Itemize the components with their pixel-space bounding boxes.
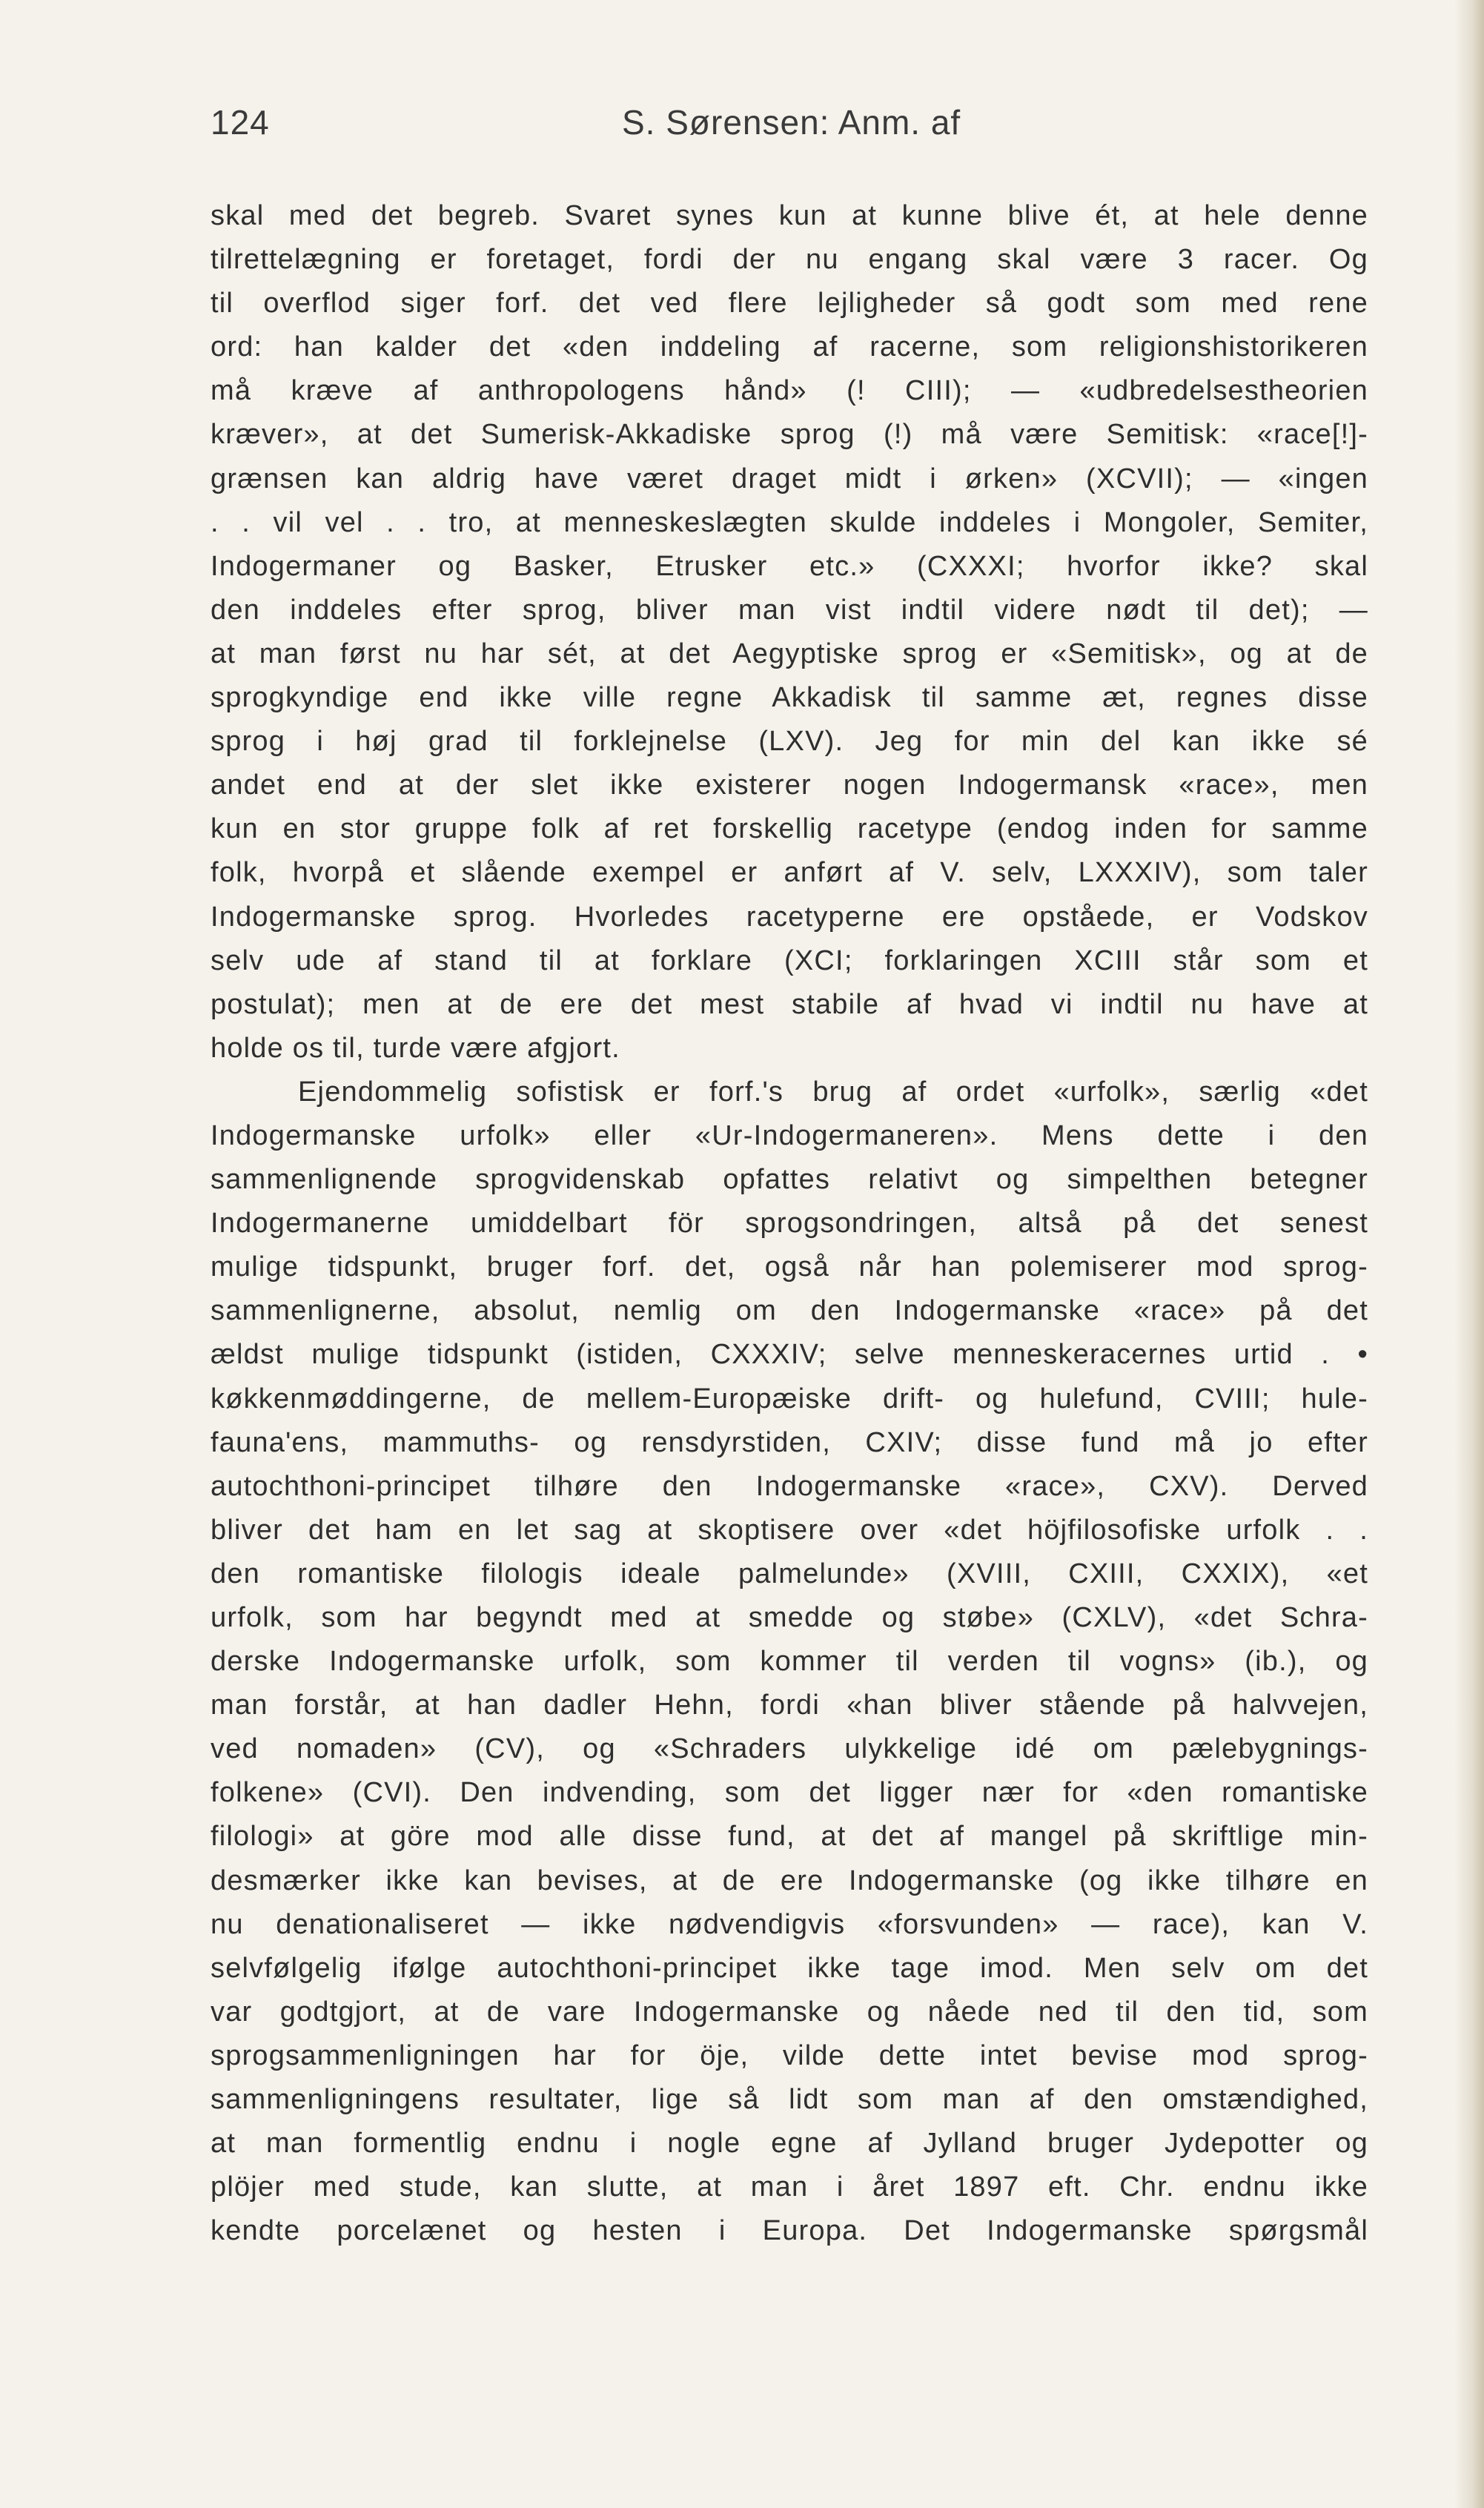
text-line: den inddeles efter sprog, bliver man vist indtil videre nødt til det); — (211, 594, 1368, 626)
text-line: desmærker ikke kan bevises, at de ere Indogermanske (og ikke tilhøre en (211, 1865, 1368, 1896)
text-line: den romantiske filologis ideale palmelunde» (XVIII, CXIII, CXXIX), «et (211, 1558, 1368, 1589)
running-head: S. Sørensen: Anm. af (622, 103, 961, 142)
text-line: fauna'ens, mammuths- og rensdyrstiden, CXIV; disse fund må jo efter (211, 1426, 1368, 1458)
text-line: holde os til, turde være afgjort. (211, 1032, 620, 1064)
text-line: må kræve af anthropologens hånd» (! CIII); — «udbredelsestheorien (211, 375, 1368, 407)
text-line: ældst mulige tidspunkt (istiden, CXXXIV; selve menneskeracernes urtid . • (211, 1339, 1368, 1371)
text-line: Ejendommelig sofistisk er forf.'s brug af ordet «urfolk», særlig «det (298, 1076, 1368, 1108)
text-line: at man først nu har sét, at det Aegyptiske sprog er «Semitisk», og at de (211, 638, 1368, 669)
text-line: folkene» (CVI). Den indvending, som det ligger nær for «den romantiske (211, 1777, 1368, 1809)
body-text (211, 194, 1368, 2253)
text-line: nu denationaliseret — ikke nødvendigvis «forsvunden» — race), kan V. (211, 1908, 1368, 1940)
text-line: skal med det begreb. Svaret synes kun at kunne blive ét, at hele denne (211, 200, 1368, 231)
text-line: andet end at der slet ikke existerer nogen Indogermansk «race», men (211, 770, 1368, 801)
page-number: 124 (211, 103, 270, 142)
text-line: filologi» at göre mod alle disse fund, at det af mangel på skriftlige min- (211, 1821, 1368, 1853)
text-line: folk, hvorpå et slående exempel er anført af V. selv, LXXXIV), som taler (211, 857, 1368, 889)
text-line: Indogermanerne umiddelbart för sprogsondringen, altså på det senest (211, 1208, 1368, 1240)
text-line: sprog i høj grad til forklejnelse (LXV). Jeg for min del kan ikke sé (211, 726, 1368, 758)
text-line: kendte porcelænet og hesten i Europa. Det Indogermanske spørgsmål (211, 2215, 1368, 2247)
text-line: selv ude af stand til at forklare (XCI; forklaringen XCIII står som et (211, 944, 1368, 976)
text-line: bliver det ham en let sag at skoptisere over «det höjfilosofiske urfolk . . (211, 1514, 1368, 1546)
page-spine-shadow (1454, 0, 1484, 2508)
text-line: Indogermanske sprog. Hvorledes racetyperne ere opståede, er Vodskov (211, 901, 1368, 933)
text-line: man forstår, at han dadler Hehn, fordi «han bliver stående på halvvejen, (211, 1690, 1368, 1721)
text-line: sammenlignende sprogvidenskab opfattes relativt og simpelthen betegner (211, 1164, 1368, 1196)
text-line: tilrettelægning er foretaget, fordi der nu engang skal være 3 racer. Og (211, 244, 1368, 276)
text-line: til overflod siger forf. det ved flere lejligheder så godt som med rene (211, 288, 1368, 320)
text-line: sammenlignerne, absolut, nemlig om den Indogermanske «race» på det (211, 1295, 1368, 1327)
text-line: sprogsammenligningen har for öje, vilde dette intet bevise mod sprog- (211, 2039, 1368, 2071)
text-line: sammenligningens resultater, lige så lidt som man af den omstændighed, (211, 2084, 1368, 2116)
text-line: kræver», at det Sumerisk-Akkadiske sprog (!) må være Semitisk: «race[!]- (211, 419, 1368, 451)
text-line: plöjer med stude, kan slutte, at man i året 1897 eft. Chr. endnu ikke (211, 2171, 1368, 2203)
text-line: mulige tidspunkt, bruger forf. det, også når han polemiserer mod sprog- (211, 1251, 1368, 1283)
text-line: grænsen kan aldrig have været draget midt i ørken» (XCVII); — «ingen (211, 463, 1368, 494)
text-line: sprogkyndige end ikke ville regne Akkadisk til samme æt, regnes disse (211, 682, 1368, 714)
text-line: køkkenmøddingerne, de mellem-Europæiske drift- og hulefund, CVIII; hule- (211, 1383, 1368, 1415)
text-line: Indogermaner og Basker, Etrusker etc.» (CXXXI; hvorfor ikke? skal (211, 550, 1368, 582)
text-line: Indogermanske urfolk» eller «Ur-Indogermaneren». Mens dette i den (211, 1119, 1368, 1151)
text-line: autochthoni-principet tilhøre den Indogermanske «race», CXV). Derved (211, 1470, 1368, 1502)
text-line: var godtgjort, at de vare Indogermanske og nåede ned til den tid, som (211, 1996, 1368, 2028)
text-line: postulat); men at de ere det mest stabile af hvad vi indtil nu have at (211, 988, 1368, 1020)
text-line: ord: han kalder det «den inddeling af racerne, som religionshistorikeren (211, 331, 1368, 363)
text-line: ved nomaden» (CV), og «Schraders ulykkelige idé om pælebygnings- (211, 1733, 1368, 1765)
page-header (211, 102, 1367, 154)
text-line: urfolk, som har begyndt med at smedde og støbe» (CXLV), «det Schra- (211, 1602, 1368, 1633)
text-line: . . vil vel . . tro, at menneskeslægten skulde inddeles i Mongoler, Semiter, (211, 506, 1368, 538)
text-line: selvfølgelig ifølge autochthoni-principet ikke tage imod. Men selv om det (211, 1952, 1368, 1984)
text-line: derske Indogermanske urfolk, som kommer til verden til vogns» (ib.), og (211, 1646, 1368, 1678)
text-line: at man formentlig endnu i nogle egne af Jylland bruger Jydepotter og (211, 2128, 1368, 2160)
text-line: kun en stor gruppe folk af ret forskellig racetype (endog inden for samme (211, 813, 1368, 845)
